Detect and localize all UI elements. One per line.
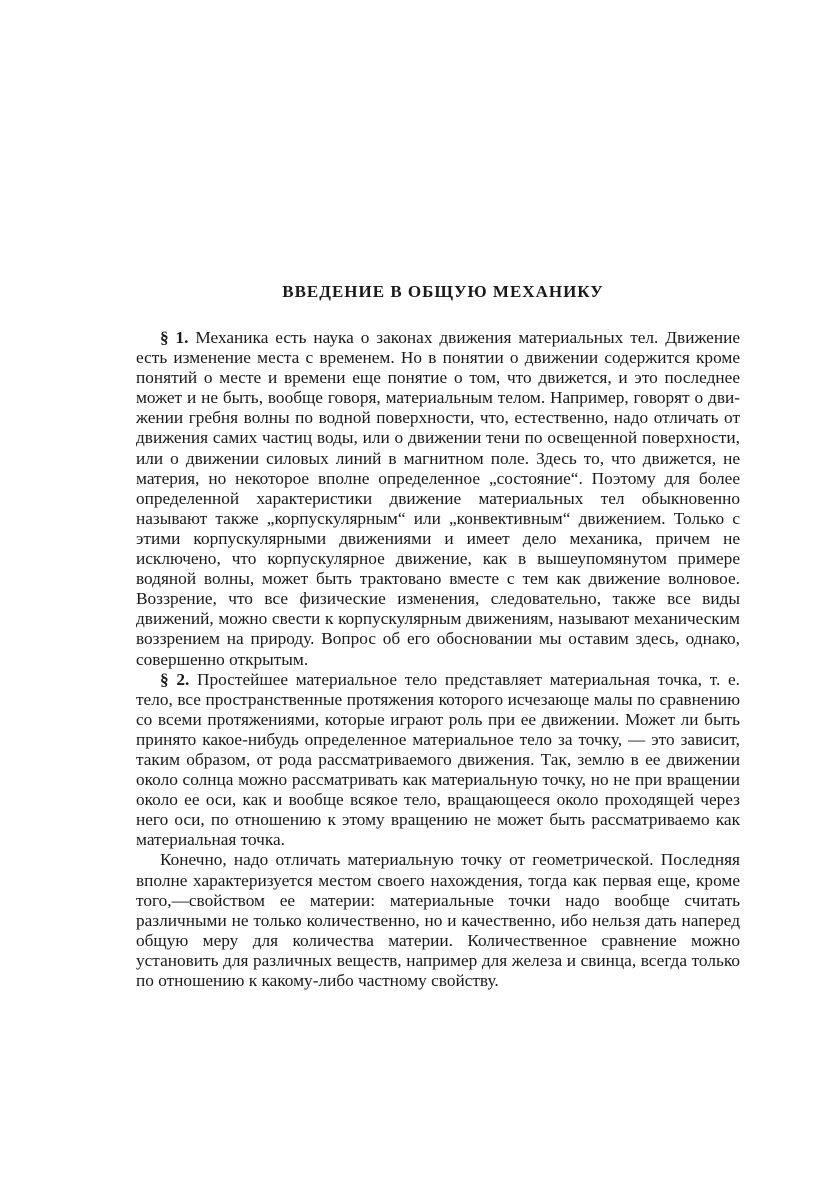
- document-page: [136, 282, 740, 991]
- chapter-title: ВВЕДЕНИЕ В ОБЩУЮ МЕХАНИКУ: [282, 282, 604, 301]
- section-number: § 2.: [160, 669, 190, 689]
- paragraph-text: Конечно, надо отличать материальную точку от геометрической. Последняя вполне характеризуется местом своего нахождения, тогда как первая еще, кроме того,—свойством ее материи: материальные точки надо вообще считать различными не только количественно, но и качественно, ибо нельзя дать наперед общую меру для количества материи. Количественное сравнение можно установить для различных веществ, например для железа и свинца, всегда только по отношению к какому-либо частному свойству.: [136, 850, 740, 990]
- paragraph-section-2: [136, 670, 740, 851]
- paragraph-section-1: [136, 328, 740, 670]
- paragraph-continuation: [136, 850, 740, 991]
- section-number: § 1.: [160, 328, 189, 347]
- paragraph-text: Простейшее материальное тело представляет материальная точка, т. е. тело, все пространственные протяжения которого исчезающе малы по сравнению со всеми протяжениями, которые играют роль при ее движении. Может ли быть принято какое-нибудь определенное материальное тело за точку, — это зависит, таким образом, от рода рассматриваемого движения. Так, землю в ее движении около солнца можно рассматривать как материальную точку, но не при вращении около ее оси, как и вообще всякое тело, вращающееся около проходящей через него оси, по отношению к этому вращению не может быть рассматриваемо как материальная точка.: [136, 669, 740, 850]
- paragraph-text: Механика есть наука о законах движения материальных тел. Движение есть изменение места с временем. Но в понятии о движении содержится кроме понятий о месте и времени еще понятие о том, что движется, и это последнее может и не быть, вообще говоря, материальным телом. Например, говорят о движении гребня волны по водной поверхности, что, естественно, надо отличать от движения самих частиц воды, или о движении тени по освещенной поверхности, или о движении силовых линий в магнитном поле. Здесь то, что движется, не материя, но некоторое вполне определенное „состояние“. Поэтому для более определенной характеристики движение материальных тел обыкновенно называют также „корпускулярным“ или „конвективным“ движением. Только с этими корпускулярными движениями и имеет дело механика, причем не исключено, что корпускулярное движение, как в вышеупомянутом примере водяной волны, может быть трактовано вместе с тем как движение волновое. Воззрение, что все физические изменения, следовательно, также все виды движений, можно свести к корпускулярным движениям, называют механическим воззрением на природу. Вопрос об его обосновании мы оставим здесь, однако, совершенно открытым.: [136, 328, 740, 669]
